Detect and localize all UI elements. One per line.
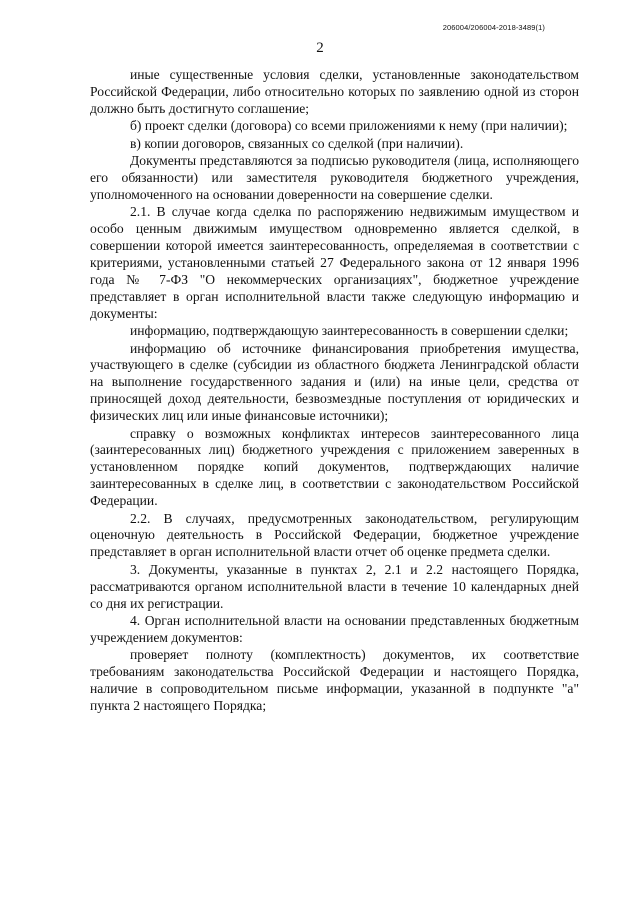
- document-body: [90, 67, 579, 715]
- paragraph-conflict-certificate: справку о возможных конфликтах интересов заинтересованного лица (заинтересованных лиц) бюджетного учреждения с приложением заверенных в установленном порядке копий документов, подтверждающих наличие заинтересованных в сделке лиц, в соответствии с законодательством Российской Федерации.: [90, 425, 579, 509]
- paragraph-2-1: 2.1. В случае когда сделка по распоряжению недвижимым имуществом и особо ценным движимым имуществом одновременно является сделкой, в совершении которой имеется заинтересованность, определяемая в соответствии с критериями, установленными статьей 27 Федерального закона от 12 января 1996 года № 7-ФЗ "О некоммерческих организациях", бюджетное учреждение представляет в орган исполнительной власти также следующую информацию и документы:: [90, 204, 579, 321]
- document-id: 206004/206004-2018-3489(1): [442, 23, 545, 32]
- paragraph-other-conditions: иные существенные условия сделки, установленные законодательством Российской Федерации, либо относительно которых по заявлению одной из сторон должно быть достигнуто соглашение;: [90, 67, 579, 116]
- paragraph-item-v: в) копии договоров, связанных со сделкой (при наличии).: [130, 135, 464, 151]
- paragraph-documents-signature: Документы представляются за подписью руководителя (лица, исполняющего его обязанности) или заместителя руководителя бюджетного учреждения, уполномоченного на основании доверенности на совершение сделки.: [90, 153, 579, 202]
- paragraph-item-b: б) проект сделки (договора) со всеми приложениями к нему (при наличии);: [130, 118, 568, 134]
- paragraph-funding-source: информацию об источнике финансирования приобретения имущества, участвующего в сделке (субсидии из областного бюджета Ленинградской области на выполнение государственного задания и (или) на иные цели, средства от приносящей доход деятельности, безвозмездные поступления от юридических и физических лиц или иные финансовые источники);: [90, 340, 579, 424]
- paragraph-3: 3. Документы, указанные в пунктах 2, 2.1 и 2.2 настоящего Порядка, рассматриваются органом исполнительной власти в течение 10 календарных дней со дня их регистрации.: [90, 561, 579, 611]
- paragraph-completeness-check: проверяет полноту (комплектность) документов, их соответствие требованиям законодательства Российской Федерации и настоящего Порядка, наличие в сопроводительном письме информации, указанной в подпункте "а" пункта 2 настоящего Порядка;: [90, 647, 579, 714]
- paragraph-interest-info: информацию, подтверждающую заинтересованность в совершении сделки;: [130, 323, 569, 339]
- paragraph-2-2: 2.2. В случаях, предусмотренных законодательством, регулирующим оценочную деятельность в Российской Федерации, бюджетное учреждение представляет в орган исполнительной власти отчет об оценке предмета сделки.: [90, 510, 579, 560]
- page-number: 2: [316, 40, 324, 56]
- paragraph-4: 4. Орган исполнительной власти на основании представленных бюджетным учреждением документов:: [90, 613, 579, 645]
